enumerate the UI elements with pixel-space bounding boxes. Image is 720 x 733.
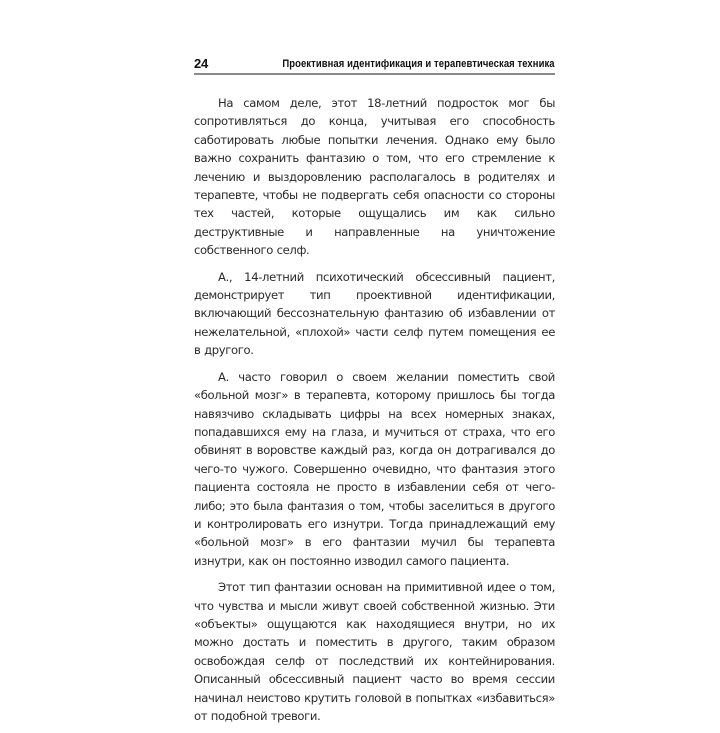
running-header (194, 56, 555, 75)
body-text (194, 94, 555, 725)
chapter-title: Проективная идентификация и терапевтическая техника (282, 58, 555, 70)
page-number: 24 (194, 56, 209, 71)
paragraph: А. часто говорил о своем желании поместить свой «больной мозг» в терапевта, которому пришлось бы тогда навязчиво складывать цифры на всех номерных знаках, попадавшихся ему на глаза, и мучиться от страха, что его обвинят в воровстве каждый раз, когда он дотрагивался до чего-то чужого. Совершенно очевидно, что фантазия этого пациента состояла не просто в избавлении себя от чего-либо; это была фантазия о том, чтобы заселиться в другого и контролировать его изнутри. Тогда принадлежащий ему «больной мозг» в его фантазии мучил бы терапевта изнутри, как он постоянно изводил самого пациента. (194, 369, 555, 568)
paragraph: На самом деле, этот 18-летний подросток мог бы сопротивляться до конца, учитывая его способность саботировать любые попытки лечения. Однако ему было важно сохранить фантазию о том, что его стремление к лечению и выздоровлению располагалось в родителях и терапевте, чтобы не подвергать себя опасности со стороны тех частей, которые ощущались им как сильно деструктивные и направленные на уничтожение собственного селф. (194, 96, 555, 258)
paragraph: А., 14-летний психотический обсессивный пациент, демонстрирует тип проективной идентификации, включающий бессознательную фантазию об избавлении от нежелательной, «плохой» части селф путем помещения ее в другого. (194, 269, 555, 358)
book-page (194, 56, 555, 733)
paragraph: Этот тип фантазии основан на примитивной идее о том, что чувства и мысли живут своей собственной жизнью. Эти «объекты» ощущаются как находящиеся внутри, но их можно достать и поместить в другого, таким образом освобождая селф от последствий их контейнирования. Описанный обсессивный пациент часто во время сессии начинал неистово крутить головой в попытках «избавиться» от подобной тревоги. (194, 580, 555, 723)
